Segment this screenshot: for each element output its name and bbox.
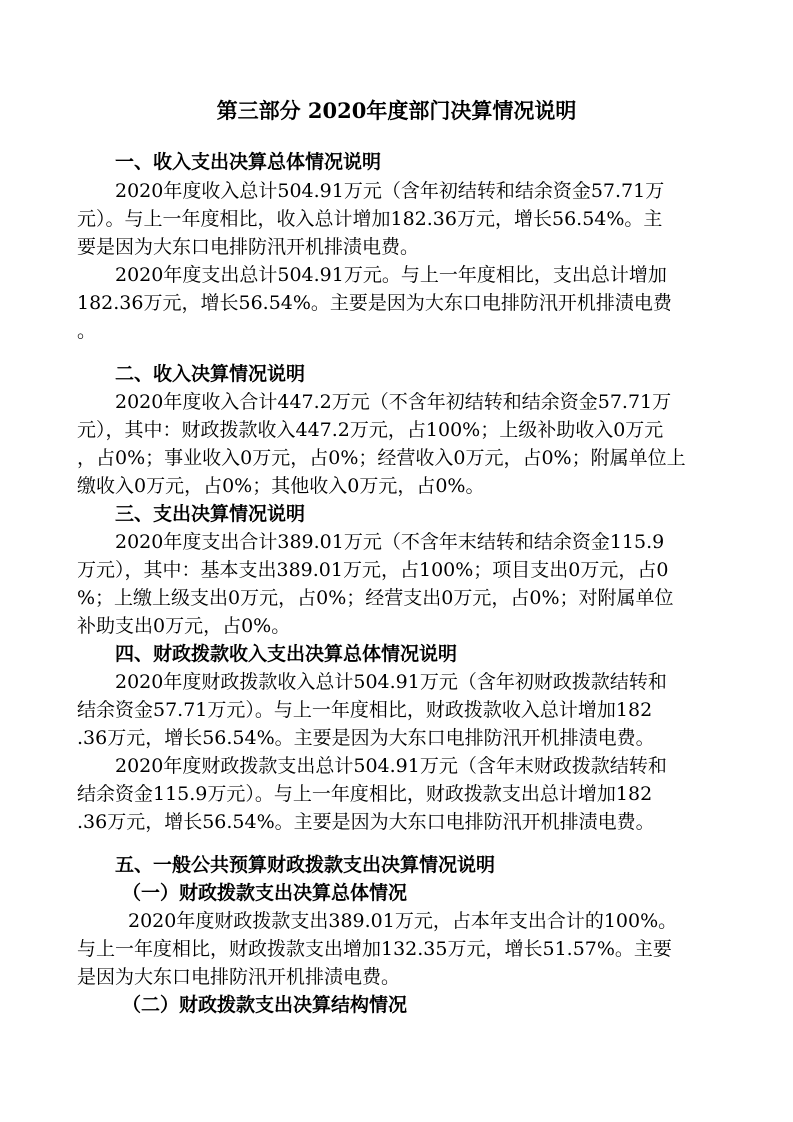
section-5-sub-1-line-2: 与上一年度相比，财政拨款支出增加132.35万元，增长51.57%。主要 [77,938,672,960]
section-5-sub-2-heading: （二）财政拨款支出决算结构情况 [122,994,408,1016]
section-5-heading: 五、一般公共预算财政拨款支出决算情况说明 [115,854,496,876]
section-4-para-2-line-2: 结余资金115.9万元）。与上一年度相比，财政拨款支出总计增加182 [77,783,653,805]
section-1-heading: 一、收入支出决算总体情况说明 [115,151,382,173]
section-3-line-3: %；上缴上级支出0万元，占0%；经营支出0万元，占0%；对附属单位 [77,587,674,609]
section-1-para-2-line-1: 2020年度支出总计504.91万元。与上一年度相比，支出总计增加 [115,264,667,286]
section-5-sub-1-line-1: 2020年度财政拨款支出389.01万元，占本年支出合计的100%。 [128,910,678,932]
section-5-sub-1-line-3: 是因为大东口电排防汛开机排渍电费。 [77,966,401,988]
section-3-heading: 三、支出决算情况说明 [115,503,306,525]
section-4-para-1-line-3: .36万元，增长56.54%。主要是因为大东口电排防汛开机排渍电费。 [77,727,655,749]
section-1-para-1-line-3: 要是因为大东口电排防汛开机排渍电费。 [77,236,420,258]
section-2-line-3: ，占0%；事业收入0万元，占0%；经营收入0万元，占0%；附属单位上 [77,447,686,469]
section-3-line-1: 2020年度支出合计389.01万元（不含年末结转和结余资金115.9 [115,531,665,553]
section-3-line-2: 万元），其中：基本支出389.01万元，占100%；项目支出0万元，占0 [77,559,669,581]
section-2-line-4: 缴收入0万元，占0%；其他收入0万元，占0%。 [77,475,485,497]
section-2-line-2: 元），其中：财政拨款收入447.2万元，占100%；上级补助收入0万元 [77,419,664,441]
section-1-para-2-line-3: 。 [77,320,97,342]
section-1-para-1-line-1: 2020年度收入总计504.91万元（含年初结转和结余资金57.71万 [115,180,665,202]
section-3-line-4: 补助支出0万元，占0%。 [77,615,291,637]
section-2-heading: 二、收入决算情况说明 [115,363,306,385]
section-4-para-1-line-2: 结余资金57.71万元）。与上一年度相比，财政拨款收入总计增加182 [77,699,653,721]
section-4-para-2-line-3: .36万元，增长56.54%。主要是因为大东口电排防汛开机排渍电费。 [77,811,655,833]
section-1-para-1-line-2: 元）。与上一年度相比，收入总计增加182.36万元，增长56.54%。主 [77,208,663,230]
page-title: 第三部分 2020年度部门决算情况说明 [216,98,577,123]
section-5-sub-1-heading: （一）财政拨款支出决算总体情况 [122,882,408,904]
section-2-line-1: 2020年度收入合计447.2万元（不含年初结转和结余资金57.71万 [115,391,672,413]
section-4-para-2-line-1: 2020年度财政拨款支出总计504.91万元（含年末财政拨款结转和 [115,755,667,777]
section-1-para-2-line-2: 182.36万元，增长56.54%。主要是因为大东口电排防汛开机排渍电费 [77,292,672,314]
section-4-para-1-line-1: 2020年度财政拨款收入总计504.91万元（含年初财政拨款结转和 [115,671,667,693]
section-4-heading: 四、财政拨款收入支出决算总体情况说明 [115,643,458,665]
